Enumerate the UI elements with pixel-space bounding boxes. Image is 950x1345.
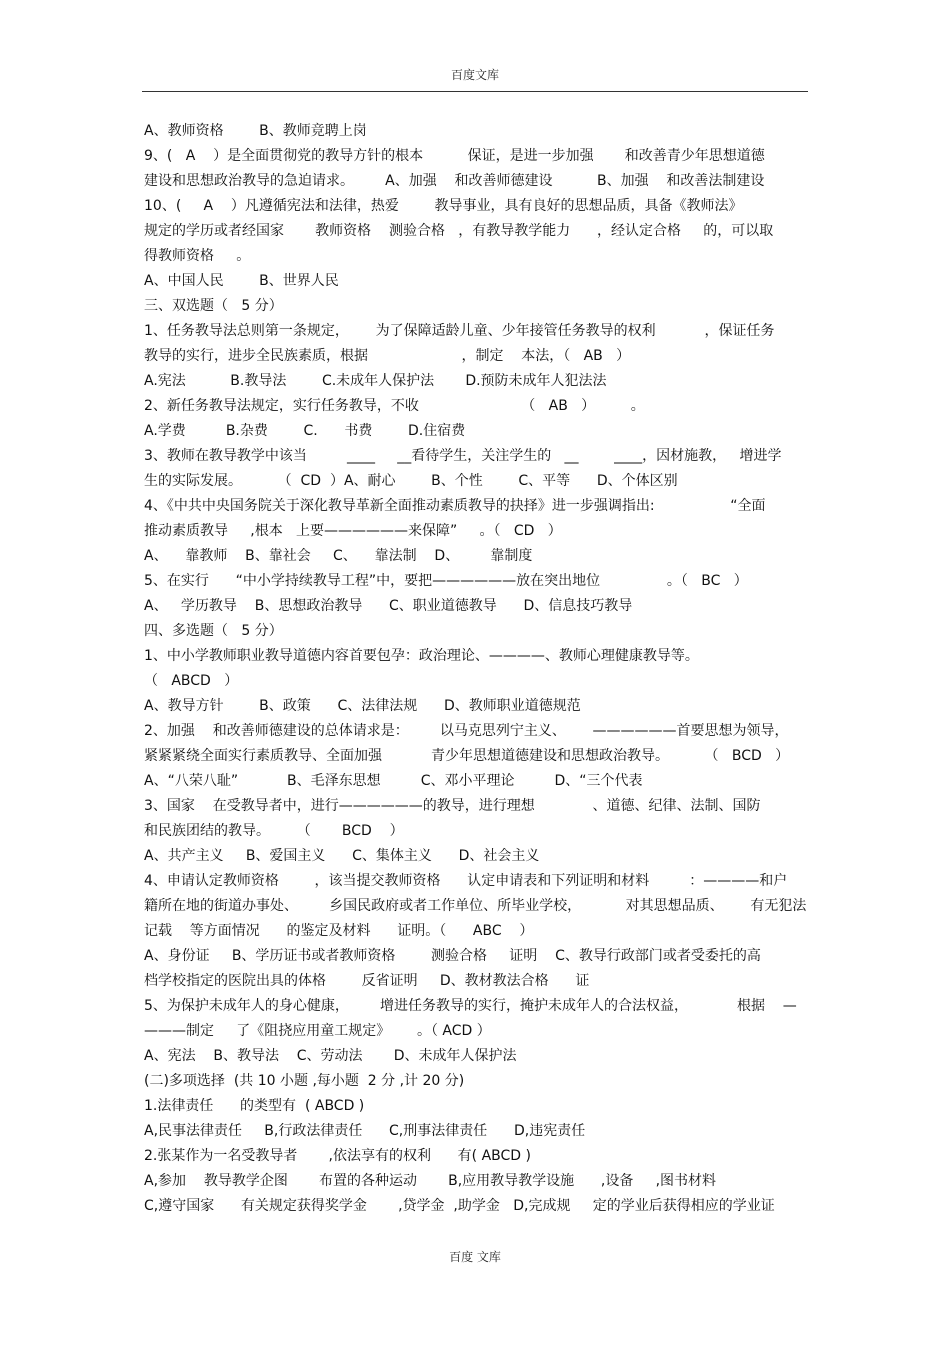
text-line: 2、新任务教导法规定，实行任务教导，不收 （ AB ） 。 bbox=[144, 398, 645, 414]
text-line: 建设和思想政治教导的急迫请求。 A、加强 和改善师德建设 B、加强 和改善法制建设 bbox=[144, 173, 765, 189]
text-line: A、 靠教师 B、靠社会 C、 靠法制 D、 靠制度 bbox=[144, 548, 533, 564]
text-line: 3、教师在教导教学中该当 ____ __看待学生，关注学生的 __ ____，因材施教， 增进学 bbox=[144, 448, 782, 464]
text-line: 10、( A ）凡遵循宪法和法律，热爱 教导事业，具有良好的思想品质，具备《教师法》 bbox=[144, 198, 743, 214]
text-line: 生的实际发展。 （ CD ）A、耐心 B、个性 C、平等 D、个体区别 bbox=[144, 473, 678, 489]
text-line: 1.法律责任 的类型有 ( ABCD ) bbox=[144, 1098, 365, 1114]
text-line: A、教导方针 B、政策 C、法律法规 D、教师职业道德规范 bbox=[144, 698, 581, 714]
document-body bbox=[144, 120, 808, 1220]
text-line: 档学校指定的医院出具的体格 反省证明 D、教材教法合格 证 bbox=[144, 973, 590, 989]
text-line: 三、双选题（ 5 分） bbox=[144, 298, 283, 314]
text-line: 9、( A ）是全面贯彻党的教导方针的根本 保证，是进一步加强 和改善青少年思想道德 bbox=[144, 148, 765, 164]
text-line: 5、在实行 “中小学持续教导工程”中，要把——————放在突出地位 。（ BC ） bbox=[144, 573, 748, 589]
text-line: 2、加强 和改善师德建设的总体请求是： 以马克思列宁主义、 ——————首要思想为领导， bbox=[144, 723, 789, 739]
text-line: A、共产主义 B、爱国主义 C、集体主义 D、社会主义 bbox=[144, 848, 540, 864]
text-line: 籍所在地的街道办事处、 乡国民政府或者工作单位、所毕业学校， 对其思想品质、 有无犯法 bbox=[144, 898, 807, 914]
text-line: A、“八荣八耻” B、毛泽东思想 C、邓小平理论 D、“三个代表 bbox=[144, 773, 643, 789]
text-line: ———制定 了《阻挠应用童工规定》 。（ ACD ） bbox=[144, 1023, 491, 1039]
text-line: (二)多项选择 (共 10 小题 ,每小题 2 分 ,计 20 分) bbox=[144, 1073, 465, 1089]
text-line: 和民族团结的教导。 （ BCD ） bbox=[144, 823, 404, 839]
text-line: 4、《中共中央国务院关于深化教导革新全面推动素质教导的抉择》进一步强调指出: “全面 bbox=[144, 498, 766, 514]
text-line: A.学费 B.杂费 C. 书费 D.住宿费 bbox=[144, 423, 466, 439]
text-line: A、身份证 B、学历证书或者教师资格 测验合格 证明 C、教导行政部门或者受委托的高 bbox=[144, 948, 761, 964]
text-line: 得教师资格 。 bbox=[144, 248, 251, 264]
text-line: 3、国家 在受教导者中，进行——————的教导，进行理想 、道德、纪律、法制、国防 bbox=[144, 798, 761, 814]
text-line: 紧紧紧绕全面实行素质教导、全面加强 青少年思想道德建设和思想政治教导。 （ BCD ） bbox=[144, 748, 790, 764]
page-footer: 百度 文库 bbox=[449, 1250, 501, 1264]
text-line: 规定的学历或者经国家 教师资格 测验合格 ，有教导教学能力 ，经认定合格 的，可以取 bbox=[144, 223, 774, 239]
page-header: 百度文库 bbox=[450, 68, 499, 82]
text-line: A、教师资格 B、教师竞聘上岗 bbox=[144, 123, 367, 139]
text-line: 2.张某作为一名受教导者 ,依法享有的权利 有( ABCD ) bbox=[144, 1148, 531, 1164]
text-line: 4、申请认定教师资格 ，该当提交教师资格 认定申请表和下列证明和材料 ：————和户 bbox=[144, 873, 788, 889]
text-line: 推动素质教导 ,根本 上要——————来保障” 。（ CD ） bbox=[144, 523, 562, 539]
text-line: A、宪法 B、教导法 C、劳动法 D、未成年人保护法 bbox=[144, 1048, 517, 1064]
text-line: A、 学历教导 B、思想政治教导 C、职业道德教导 D、信息技巧教导 bbox=[144, 598, 633, 614]
text-line: A.宪法 B.教导法 C.未成年人保护法 D.预防未成年人犯法法 bbox=[144, 373, 607, 389]
text-line: 记载 等方面情况 的鉴定及材料 证明。（ ABC ） bbox=[144, 923, 534, 939]
text-line: 四、多选题（ 5 分） bbox=[144, 623, 283, 639]
text-line: 1、任务教导法总则第一条规定， 为了保障适龄儿童、少年接管任务教导的权利 ，保证任务 bbox=[144, 323, 775, 339]
text-line: 教导的实行，进步全民族素质，根据 ，制定 本法，（ AB ） bbox=[144, 348, 631, 364]
text-line: 5、为保护未成年人的身心健康， 增进任务教导的实行，掩护未成年人的合法权益， 根据 — bbox=[144, 998, 797, 1014]
text-line: A、中国人民 B、世界人民 bbox=[144, 273, 339, 289]
header-rule bbox=[142, 91, 808, 92]
text-line: （ ABCD ） bbox=[144, 673, 239, 689]
text-line: A,民事法律责任 B,行政法律责任 C,刑事法律责任 D,违宪责任 bbox=[144, 1123, 586, 1139]
text-line: 1、中小学教师职业教导道德内容首要包孕：政治理论、————、教师心理健康教导等。 bbox=[144, 648, 699, 664]
text-line: A,参加 教导教学企图 布置的各种运动 B,应用教导教学设施 ,设备 ,图书材料 bbox=[144, 1173, 717, 1189]
text-line: C,遵守国家 有关规定获得奖学金 ,贷学金 ,助学金 D,完成规 定的学业后获得相应的学业证 bbox=[144, 1198, 775, 1214]
